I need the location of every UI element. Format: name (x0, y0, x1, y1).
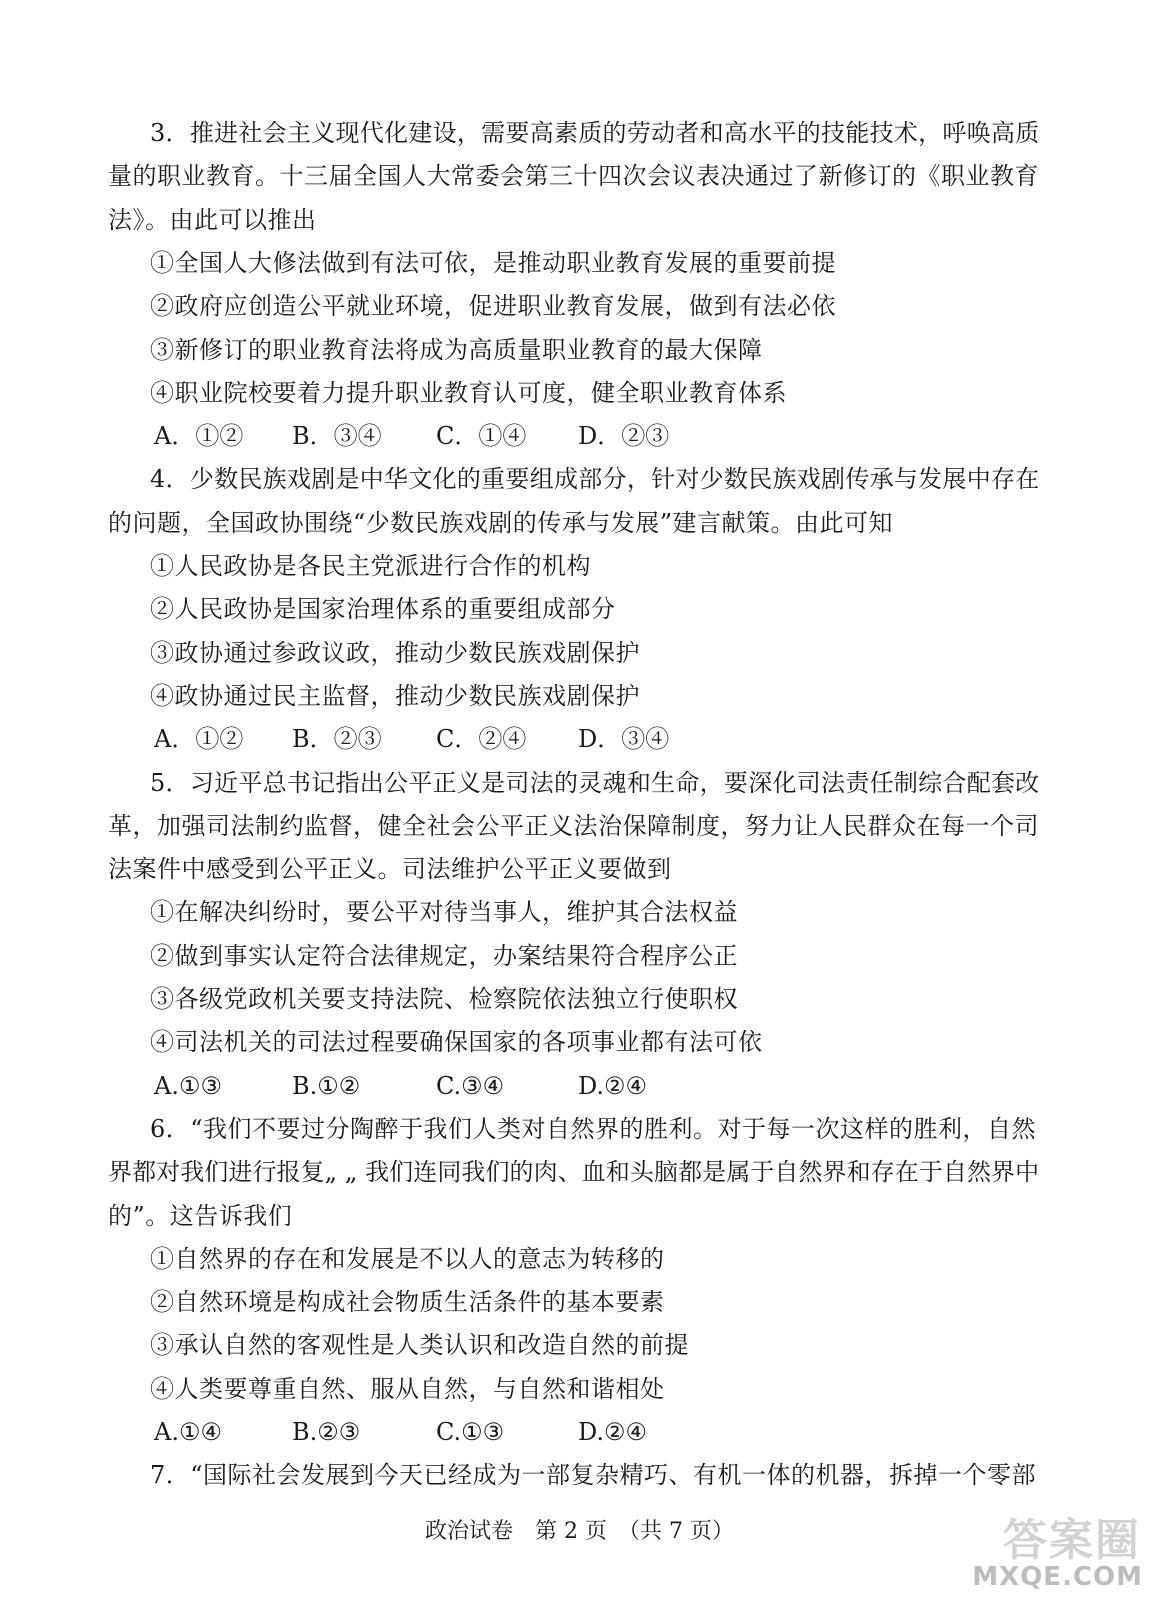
statement-item: ④人类要尊重自然、服从自然，与自然和谐相处 (150, 1374, 665, 1403)
answer-option: B．②③ (292, 725, 382, 754)
answer-option: A.①④ (154, 1418, 222, 1446)
question-stem-line: 法案件中感受到公平正义。司法维护公平正义要做到 (108, 855, 672, 884)
watermark-top-text: 答案圈 (1003, 1515, 1141, 1566)
answer-option: B.①② (292, 1071, 361, 1100)
question-stem-line: 的问题，全国政协围绕“少数民族戏剧的传承与发展”建言献策。由此可知 (108, 508, 894, 537)
watermark-bottom-text: MXQE.COM (972, 1562, 1143, 1592)
question-stem: 4．少数民族戏剧是中华文化的重要组成部分，针对少数民族戏剧传承与发展中存在 (150, 465, 1040, 494)
statement-item: ②政府应创造公平就业环境，促进职业教育发展，做到有法必依 (150, 292, 836, 321)
statement-item: ②人民政协是国家治理体系的重要组成部分 (150, 595, 616, 624)
answer-option: C.③④ (436, 1071, 505, 1100)
question-stem-line: 的”。这告诉我们 (108, 1201, 293, 1230)
answer-option: D．②③ (578, 422, 670, 451)
statement-item: ①自然界的存在和发展是不以人的意志为转移的 (150, 1244, 665, 1273)
answer-option: B.②③ (292, 1418, 361, 1446)
statement-item: ④司法机关的司法过程要确保国家的各项事业都有法可依 (150, 1028, 763, 1057)
answer-option: C．②④ (436, 725, 527, 754)
answer-option: D.②④ (578, 1071, 648, 1100)
question-stem-line: 革，加强司法制约监督，健全社会公平正义法治保障制度，努力让人民群众在每一个司 (108, 811, 1039, 840)
statement-item: ④政协通过民主监督，推动少数民族戏剧保护 (150, 681, 640, 710)
answer-option: D.②④ (578, 1418, 648, 1446)
answer-option: C.①③ (436, 1418, 505, 1446)
answer-option: A．①② (154, 725, 244, 754)
answer-option: A.①③ (154, 1071, 222, 1100)
watermark-logo (972, 1504, 1145, 1592)
answer-option: A．①② (154, 422, 244, 451)
statement-item: ③政协通过参政议政，推动少数民族戏剧保护 (150, 638, 640, 667)
answer-option: D．③④ (578, 725, 670, 754)
question-stem: 7．“国际社会发展到今天已经成为一部复杂精巧、有机一体的机器，拆掉一个零部 (150, 1461, 1037, 1490)
question-stem-line: 量的职业教育。十三届全国人大常委会第三十四次会议表决通过了新修订的《职业教育 (108, 162, 1039, 191)
statement-item: ③各级党政机关要支持法院、检察院依法独立行使职权 (150, 985, 738, 1013)
question-stem-line: 法》。由此可以推出 (108, 205, 317, 234)
statement-item: ②自然环境是构成社会物质生活条件的基本要素 (150, 1288, 665, 1317)
question-stem-line: 界都对我们进行报复„ „ 我们连同我们的肉、血和头脑都是属于自然界和存在于自然界中 (108, 1158, 1040, 1187)
statement-item: ④职业院校要着力提升职业教育认可度，健全职业教育体系 (150, 378, 787, 407)
answer-option: B．③④ (292, 422, 382, 451)
question-stem: 5．习近平总书记指出公平正义是司法的灵魂和生命，要深化司法责任制综合配套改 (150, 768, 1040, 797)
question-stem: 3．推进社会主义现代化建设，需要高素质的劳动者和高水平的技能技术，呼唤高质 (150, 119, 1040, 147)
statement-item: ③新修订的职业教育法将成为高质量职业教育的最大保障 (150, 335, 763, 364)
statement-item: ①人民政协是各民主党派进行合作的机构 (150, 552, 591, 580)
statement-item: ③承认自然的客观性是人类认识和改造自然的前提 (150, 1331, 689, 1360)
question-stem: 6．“我们不要过分陶醉于我们人类对自然界的胜利。对于每一次这样的胜利，自然 (150, 1114, 1037, 1143)
page-footer: 政治试卷 第 2 页 （共 7 页） (425, 1519, 734, 1544)
answer-option: C．①④ (436, 422, 527, 451)
statement-item: ①在解决纠纷时，要公平对待当事人，维护其合法权益 (150, 898, 738, 927)
statement-item: ①全国人大修法做到有法可依，是推动职业教育发展的重要前提 (150, 248, 836, 277)
statement-item: ②做到事实认定符合法律规定，办案结果符合程序公正 (150, 941, 738, 970)
